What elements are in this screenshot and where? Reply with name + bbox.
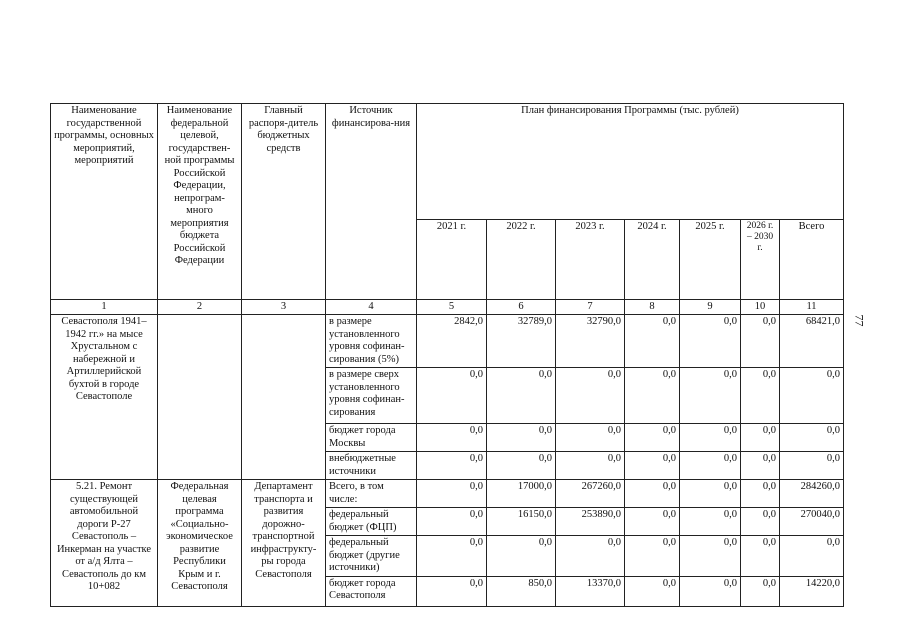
- value-cell: 0,0: [417, 368, 487, 424]
- source-cell: федеральный бюджет (ФЦП): [326, 508, 417, 536]
- program-cell: 5.21. Ремонт существующей автомобильной дороги Р-27 Севастополь – Инкерман на участке от а/д Ялта – Севастополь до км 10+082: [51, 480, 158, 607]
- value-cell: 0,0: [780, 452, 844, 480]
- value-cell: 0,0: [417, 480, 487, 508]
- value-cell: 284260,0: [780, 480, 844, 508]
- value-cell: 0,0: [625, 315, 680, 368]
- source-cell: внебюджетные источники: [326, 452, 417, 480]
- value-cell: 32790,0: [556, 315, 625, 368]
- column-number: 6: [487, 300, 556, 315]
- value-cell: 0,0: [625, 508, 680, 536]
- header-source: Источник финансирова-ния: [326, 104, 417, 300]
- value-cell: 0,0: [741, 536, 780, 577]
- value-cell: 0,0: [680, 368, 741, 424]
- value-cell: 0,0: [680, 536, 741, 577]
- value-cell: 0,0: [780, 424, 844, 452]
- value-cell: 0,0: [680, 452, 741, 480]
- value-cell: 0,0: [417, 576, 487, 606]
- page-number: 77: [852, 314, 867, 327]
- value-cell: 0,0: [556, 368, 625, 424]
- value-cell: 0,0: [625, 536, 680, 577]
- header-year: 2025 г.: [680, 220, 741, 300]
- source-cell: в размере сверх установленного уровня софинан-сирования: [326, 368, 417, 424]
- value-cell: 13370,0: [556, 576, 625, 606]
- source-cell: бюджет города Москвы: [326, 424, 417, 452]
- column-number: 7: [556, 300, 625, 315]
- value-cell: 0,0: [487, 368, 556, 424]
- header-plan: План финансирования Программы (тыс. рублей): [417, 104, 844, 220]
- value-cell: 0,0: [680, 315, 741, 368]
- value-cell: 0,0: [487, 452, 556, 480]
- value-cell: 0,0: [487, 424, 556, 452]
- grbs-cell: Департамент транспорта и развития дорожно-транспортной инфраструкту-ры города Севастополя: [242, 480, 326, 607]
- value-cell: 0,0: [680, 508, 741, 536]
- value-cell: 0,0: [780, 368, 844, 424]
- value-cell: 0,0: [417, 452, 487, 480]
- header-grbs: Главный распоря-дитель бюджетных средств: [242, 104, 326, 300]
- value-cell: 0,0: [741, 452, 780, 480]
- value-cell: 2842,0: [417, 315, 487, 368]
- value-cell: 267260,0: [556, 480, 625, 508]
- value-cell: 0,0: [417, 424, 487, 452]
- column-number: 5: [417, 300, 487, 315]
- value-cell: 0,0: [417, 508, 487, 536]
- value-cell: 0,0: [625, 452, 680, 480]
- column-number: 4: [326, 300, 417, 315]
- column-number: 3: [242, 300, 326, 315]
- financing-table: [50, 103, 844, 607]
- program-cell: Севастополя 1941–1942 гг.» на мысе Хрустальном с набережной и Артиллерийской бухтой в городе Севастополе: [51, 315, 158, 480]
- value-cell: 0,0: [487, 536, 556, 577]
- column-number: 9: [680, 300, 741, 315]
- value-cell: 0,0: [741, 424, 780, 452]
- column-number: 8: [625, 300, 680, 315]
- source-cell: в размере установленного уровня софинан-сирования (5%): [326, 315, 417, 368]
- value-cell: 0,0: [741, 315, 780, 368]
- value-cell: 0,0: [680, 576, 741, 606]
- value-cell: 14220,0: [780, 576, 844, 606]
- value-cell: 0,0: [625, 424, 680, 452]
- header-year: 2026 г. – 2030 г.: [741, 220, 780, 300]
- header-year: 2021 г.: [417, 220, 487, 300]
- value-cell: 0,0: [680, 424, 741, 452]
- value-cell: 0,0: [625, 480, 680, 508]
- value-cell: 270040,0: [780, 508, 844, 536]
- value-cell: 0,0: [417, 536, 487, 577]
- value-cell: 17000,0: [487, 480, 556, 508]
- value-cell: 0,0: [780, 536, 844, 577]
- value-cell: 16150,0: [487, 508, 556, 536]
- column-number: 10: [741, 300, 780, 315]
- header-year: 2022 г.: [487, 220, 556, 300]
- grbs-cell: [242, 315, 326, 480]
- value-cell: 850,0: [487, 576, 556, 606]
- value-cell: 0,0: [741, 508, 780, 536]
- column-number: 2: [158, 300, 242, 315]
- value-cell: 0,0: [625, 368, 680, 424]
- header-total: Всего: [780, 220, 844, 300]
- header-program: Наименование государственной программы, основных мероприятий, мероприятий: [51, 104, 158, 300]
- source-cell: Всего, в том числе:: [326, 480, 417, 508]
- header-year: 2024 г.: [625, 220, 680, 300]
- value-cell: 0,0: [741, 576, 780, 606]
- header-fcp: Наименование федеральной целевой, государствен-ной программы Российской Федерации, непрограм-много мероприятия бюджета Российской Федерации: [158, 104, 242, 300]
- fcp-cell: [158, 315, 242, 480]
- value-cell: 0,0: [556, 536, 625, 577]
- value-cell: 253890,0: [556, 508, 625, 536]
- fcp-cell: Федеральная целевая программа «Социально-экономическое развитие Республики Крым и г. Севастополя: [158, 480, 242, 607]
- value-cell: 0,0: [556, 452, 625, 480]
- value-cell: 0,0: [625, 576, 680, 606]
- value-cell: 0,0: [680, 480, 741, 508]
- source-cell: бюджет города Севастополя: [326, 576, 417, 606]
- value-cell: 0,0: [741, 368, 780, 424]
- header-year: 2023 г.: [556, 220, 625, 300]
- table-row: [51, 315, 844, 368]
- value-cell: 0,0: [741, 480, 780, 508]
- column-number: 11: [780, 300, 844, 315]
- value-cell: 0,0: [556, 424, 625, 452]
- value-cell: 68421,0: [780, 315, 844, 368]
- value-cell: 32789,0: [487, 315, 556, 368]
- table-row: [51, 480, 844, 508]
- source-cell: федеральный бюджет (другие источники): [326, 536, 417, 577]
- column-number: 1: [51, 300, 158, 315]
